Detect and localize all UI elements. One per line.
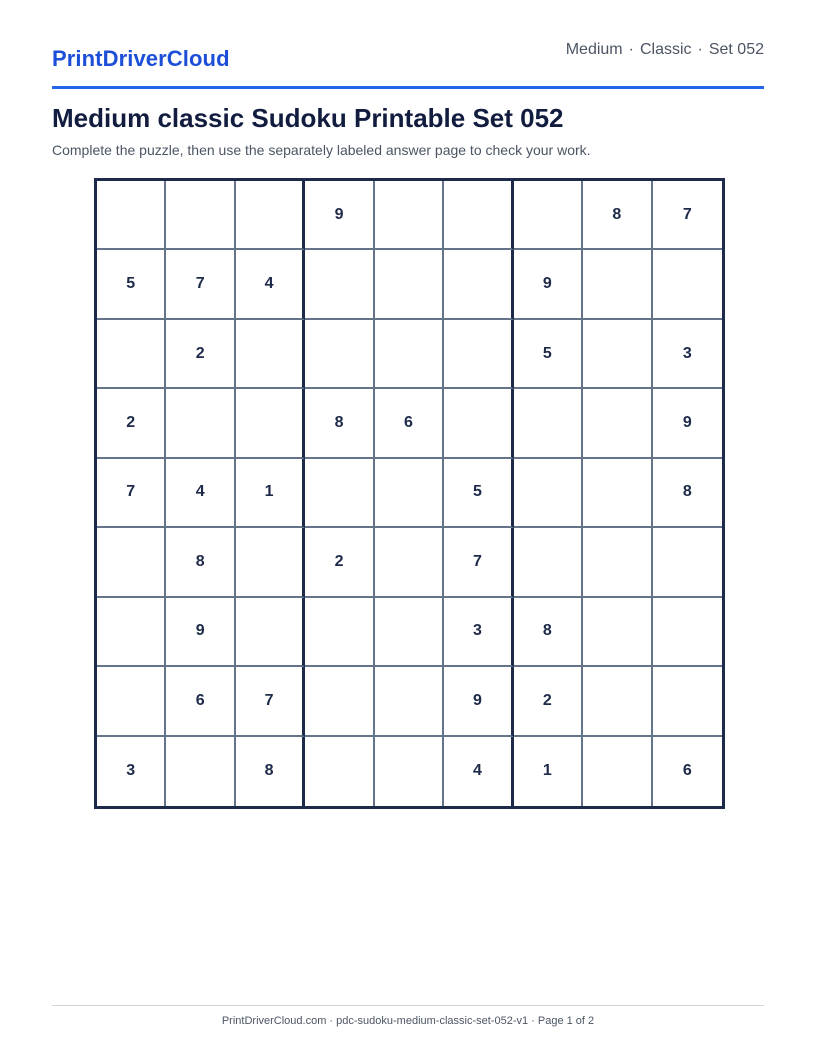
- sudoku-cell-given: 8: [166, 528, 235, 597]
- sudoku-cell-empty[interactable]: [236, 528, 305, 597]
- sudoku-cell-empty[interactable]: [583, 250, 652, 319]
- sudoku-cell-empty[interactable]: [97, 667, 166, 736]
- sudoku-cell-empty[interactable]: [444, 181, 513, 250]
- sudoku-cell-given: 6: [682, 762, 692, 780]
- sudoku-cell-empty[interactable]: [375, 320, 444, 389]
- sudoku-cell-empty[interactable]: [375, 598, 444, 667]
- sudoku-cell-empty[interactable]: [97, 598, 166, 667]
- sudoku-cell-given: 5: [514, 320, 583, 389]
- sudoku-cell-empty[interactable]: [375, 528, 444, 597]
- sudoku-cell-given: 7: [653, 181, 722, 250]
- instructions: Complete the puzzle, then use the separately labeled answer page to check your work.: [52, 142, 591, 158]
- sudoku-cell-empty[interactable]: [514, 389, 583, 458]
- page-header: [52, 36, 764, 89]
- sudoku-cell-empty[interactable]: [305, 250, 374, 319]
- sudoku-cell-empty[interactable]: [444, 250, 513, 319]
- sudoku-cell-empty[interactable]: [375, 181, 444, 250]
- difficulty-label: Medium: [565, 41, 623, 58]
- sudoku-cell-given: 2: [305, 528, 374, 597]
- page-title: Medium classic Sudoku Printable Set 052: [52, 103, 564, 133]
- sudoku-cell-empty[interactable]: [236, 181, 305, 250]
- sudoku-cell-given: 4: [444, 737, 513, 806]
- sudoku-cell-given: 4: [236, 250, 305, 319]
- sudoku-cell-given: 7: [236, 667, 305, 736]
- sudoku-cell-empty[interactable]: [444, 389, 513, 458]
- sudoku-cell-given: 9: [305, 181, 374, 250]
- page-footer: PrintDriverCloud.com · pdc-sudoku-medium-classic-set-052-v1 · Page 1 of 2: [52, 1005, 764, 1027]
- sudoku-cell-empty[interactable]: [375, 737, 444, 806]
- sudoku-cell-given: 5: [97, 250, 166, 319]
- sudoku-cell-empty[interactable]: [166, 181, 235, 250]
- sudoku-cell-empty[interactable]: [583, 320, 652, 389]
- sudoku-cell-given: 2: [166, 320, 235, 389]
- sudoku-cell-empty[interactable]: [583, 667, 652, 736]
- meta-separator: ·: [697, 41, 703, 58]
- sudoku-cell-empty[interactable]: [305, 320, 374, 389]
- sudoku-cell-empty[interactable]: [305, 667, 374, 736]
- brand-logo[interactable]: PrintDriverCloud: [52, 46, 230, 71]
- sudoku-cell-empty[interactable]: [97, 181, 166, 250]
- sudoku-cell-empty[interactable]: [166, 737, 235, 806]
- sudoku-cell-given: 3: [97, 737, 166, 806]
- sudoku-cell-given: 8: [653, 459, 722, 528]
- sudoku-cell-given: 1: [236, 459, 305, 528]
- sudoku-cell-given: 8: [305, 389, 374, 458]
- sudoku-cell-given: 5: [444, 459, 513, 528]
- sudoku-cell-given: 8: [236, 737, 305, 806]
- sudoku-cell-empty[interactable]: [236, 320, 305, 389]
- set-label: Set 052: [708, 41, 764, 58]
- sudoku-cell-empty[interactable]: [305, 598, 374, 667]
- sudoku-cell-empty[interactable]: [236, 389, 305, 458]
- sudoku-cell-empty[interactable]: [305, 737, 374, 806]
- sudoku-cell-empty[interactable]: [514, 459, 583, 528]
- sudoku-grid: [94, 178, 725, 809]
- sudoku-cell-empty[interactable]: [305, 459, 374, 528]
- puzzle-meta: [566, 41, 764, 59]
- sudoku-cell-empty[interactable]: [583, 737, 652, 806]
- sudoku-cell-empty[interactable]: [653, 667, 722, 736]
- sudoku-cell-empty[interactable]: [653, 598, 722, 667]
- sudoku-cell-given: 8: [514, 598, 583, 667]
- sudoku-cell-given: 7: [166, 250, 235, 319]
- sudoku-cell-empty[interactable]: [375, 459, 444, 528]
- sudoku-cell-given: 7: [444, 528, 513, 597]
- sudoku-cell-empty[interactable]: [166, 389, 235, 458]
- sudoku-cell-empty[interactable]: [236, 598, 305, 667]
- meta-separator: ·: [628, 41, 634, 58]
- sudoku-cell-given: 9: [166, 598, 235, 667]
- sudoku-cell-empty[interactable]: [653, 250, 722, 319]
- sudoku-cell-given: 2: [97, 389, 166, 458]
- sudoku-cell-empty[interactable]: [375, 250, 444, 319]
- sudoku-cell-empty[interactable]: [444, 320, 513, 389]
- sudoku-cell-empty[interactable]: [583, 389, 652, 458]
- sudoku-cell-given: 6: [166, 667, 235, 736]
- sudoku-cell-given: 9: [444, 667, 513, 736]
- sudoku-cell-empty[interactable]: [653, 528, 722, 597]
- variant-label: Classic: [639, 41, 692, 58]
- sudoku-cell-given: 4: [166, 459, 235, 528]
- sudoku-cell-empty[interactable]: [97, 528, 166, 597]
- sudoku-cell-given: 9: [514, 250, 583, 319]
- sudoku-cell-given: 3: [653, 320, 722, 389]
- sudoku-cell-empty[interactable]: [514, 528, 583, 597]
- sudoku-cell-given: 3: [444, 598, 513, 667]
- sudoku-cell-given: 8: [583, 181, 652, 250]
- sudoku-cell-empty[interactable]: [583, 598, 652, 667]
- sudoku-cell-empty[interactable]: [583, 528, 652, 597]
- sudoku-cell-given: 7: [97, 459, 166, 528]
- sudoku-cell-given: 2: [514, 667, 583, 736]
- sudoku-cell-empty[interactable]: [375, 667, 444, 736]
- sudoku-cell-empty[interactable]: [97, 320, 166, 389]
- sudoku-cell-given: 9: [653, 389, 722, 458]
- sudoku-cell-empty[interactable]: [514, 181, 583, 250]
- sudoku-cell-given: 1: [514, 737, 583, 806]
- sudoku-cell-given: 6: [375, 389, 444, 458]
- sudoku-cell-empty[interactable]: [583, 459, 652, 528]
